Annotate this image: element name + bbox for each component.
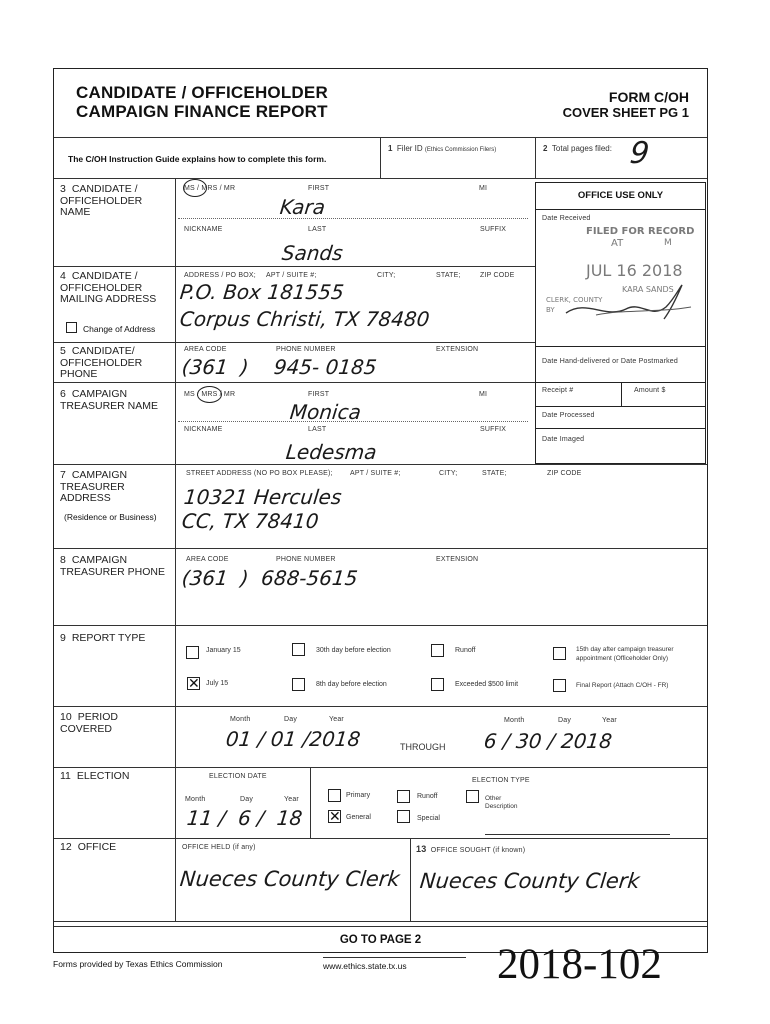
candidate-last-name[interactable]: Sands [280,241,345,265]
stamp-date: JUL 16 2018 [586,261,683,280]
form-title: CANDIDATE / OFFICEHOLDER CAMPAIGN FINANCE REPORT [76,83,328,121]
section-3-label: 3 CANDIDATE / OFFICEHOLDER NAME [60,183,143,218]
go-to-page-2: GO TO PAGE 2 [339,934,422,946]
candidate-first-name[interactable]: Kara [278,195,327,219]
report-jul15-checkbox[interactable]: ✕ [188,675,200,691]
treasurer-first-name[interactable]: Monica [288,400,363,424]
report-exceeded-checkbox[interactable] [431,678,444,691]
candidate-address-line2[interactable]: Corpus Christi, TX 78480 [178,307,431,331]
ms-circle-mark [183,179,207,197]
section-5-label: 5 CANDIDATE/ OFFICEHOLDER PHONE [60,345,143,380]
total-pages-value[interactable]: 9 [628,136,651,171]
stamp-filed-for-record: FILED FOR RECORD [586,226,695,237]
cover-sheet-form: CANDIDATE / OFFICEHOLDER CAMPAIGN FINANCE REPORT FORM C/OH COVER SHEET PG 1 The C/OH Instruction Guide explains how to complete this form. 1 Filer ID (Ethics Commission Filers) 2 Total pages filed: 9 3 CANDIDATE / OFFICEHOLDER NAME MS / MRS / MR FIRST MI Kara NICKNAME LAST SUFFIX Sands OFFICE USE ONLY Date Received FILED FOR RECORD AT M JUL 16 2018 KARA SANDS CLERK, COUNTY BY Date Hand-delivered or Date Postmarked Receipt # Amount $ Date Processed Date Imaged 4 CANDIDATE / OFFICEHOLDER MAILING ADDRESS Change of Address ADDRESS / PO BOX; APT / SUITE #; CITY; STATE; ZIP CODE P.O. Box 181555 Corpus Christi, TX 78480 5 CANDIDATE/ OFFICEHOLDER PHONE AREA CODE PHONE NUMBER EXTENSION (361 ) 945- 0185 6 CAMPAIGN TREASURER NAME MS / MRS / MR FIRST MI Monica NICKNAME LAST SUFFIX Ledesma 7 CAMPAIGN TREASURER ADDRESS (Residence or Business) STREET ADDRESS (NO PO BOX PLEASE); APT / SUITE #; CITY; STATE; ZIP CODE 10321 Hercules CC, TX 78410 8 CAMPAIGN TREASURER PHONE AREA CODE PHONE NUMBER EXTENSION (361 ) 688-5615 9 REPORT TYPE January 15 30th day before election Runoff 15th day after campaign treasurer appointment (Officeholder Only) ✕ July 15 8th day before election Exceeded $500 limit Final Report (Attach C/OH - FR) 10 PERIOD COVERED Month Day Year 01 / 01 /2018 THROUGH Month Day Year 6 / 30 / 2018 11 ELECTION ELECTION DATE ELECTION TYPE Month Day Year 11 / 6 / 18 Primary ✕ General Runoff Special Other Description 12 OFFICE OFFICE HELD (if any) 13 OFFICE SOUGHT (if known) Nueces County Clerk Nueces County Clerk GO TO PAGE 2 [53,68,708,953]
election-special-checkbox[interactable] [397,810,410,823]
section-9-label: 9 REPORT TYPE [60,632,146,644]
office-held-label: OFFICE HELD (if any) [182,844,256,851]
period-from-date[interactable]: 01 / 01 /2018 [224,727,362,751]
filing-number-stamp: 2018-102 [497,941,662,988]
section-11-label: 11 ELECTION [60,770,130,782]
report-15day-checkbox[interactable] [553,647,566,660]
section-10-label: 10 PERIOD COVERED [60,711,118,735]
election-date-value[interactable]: 11 / 6 / 18 [185,806,304,830]
report-jan15-checkbox[interactable] [186,646,199,659]
treasurer-address-line2[interactable]: CC, TX 78410 [180,509,320,533]
report-8day-checkbox[interactable] [292,678,305,691]
treasurer-address-line1[interactable]: 10321 Hercules [182,485,343,509]
clerk-signature [556,279,696,325]
section-8-label: 8 CAMPAIGN TREASURER PHONE [60,554,166,578]
candidate-phone[interactable]: (361 ) 945- 0185 [180,355,378,379]
office-use-box: OFFICE USE ONLY Date Received FILED FOR RECORD AT M JUL 16 2018 KARA SANDS CLERK, COUNTY BY Date Hand-delivered or Date Postmarked Receipt # Amount $ Date Processed Date Imaged [535,182,706,464]
footer-provided: Forms provided by Texas Ethics Commission [53,959,223,969]
treasurer-phone[interactable]: (361 ) 688-5615 [180,566,359,590]
report-final-checkbox[interactable] [553,679,566,692]
candidate-address-line1[interactable]: P.O. Box 181555 [178,280,346,304]
section-12-label: 12 OFFICE [60,841,117,853]
section-4-label: 4 CANDIDATE / OFFICEHOLDER MAILING ADDRESS [60,270,157,305]
section-7-label: 7 CAMPAIGN TREASURER ADDRESS [60,469,128,504]
footer-url: www.ethics.state.tx.us [323,961,407,971]
election-general-checkbox[interactable]: ✕ [329,808,341,824]
section-6-label: 6 CAMPAIGN TREASURER NAME [60,388,159,412]
office-held-value[interactable]: Nueces County Clerk [178,867,401,891]
title-prefix-label: MS / MRS / MR [184,185,236,192]
report-30day-checkbox[interactable] [292,643,305,656]
form-id: FORM C/OH COVER SHEET PG 1 [562,89,689,120]
report-runoff-checkbox[interactable] [431,644,444,657]
office-use-title: OFFICE USE ONLY [536,183,705,210]
filer-id-label: 1 Filer ID (Ethics Commission Filers) [388,144,497,153]
period-to-date[interactable]: 6 / 30 / 2018 [482,729,614,753]
election-runoff-checkbox[interactable] [397,790,410,803]
election-primary-checkbox[interactable] [328,789,341,802]
treasurer-last-name[interactable]: Ledesma [284,440,378,464]
office-sought-value[interactable]: Nueces County Clerk [418,869,641,893]
election-other-checkbox[interactable] [466,790,479,803]
instruction-text: The C/OH Instruction Guide explains how to complete this form. [68,154,327,164]
office-sought-label: 13 OFFICE SOUGHT (if known) [416,844,526,854]
total-pages-label: 2 Total pages filed: [543,144,612,153]
mrs-circle-mark [197,386,222,403]
change-of-address-checkbox[interactable] [66,322,77,333]
